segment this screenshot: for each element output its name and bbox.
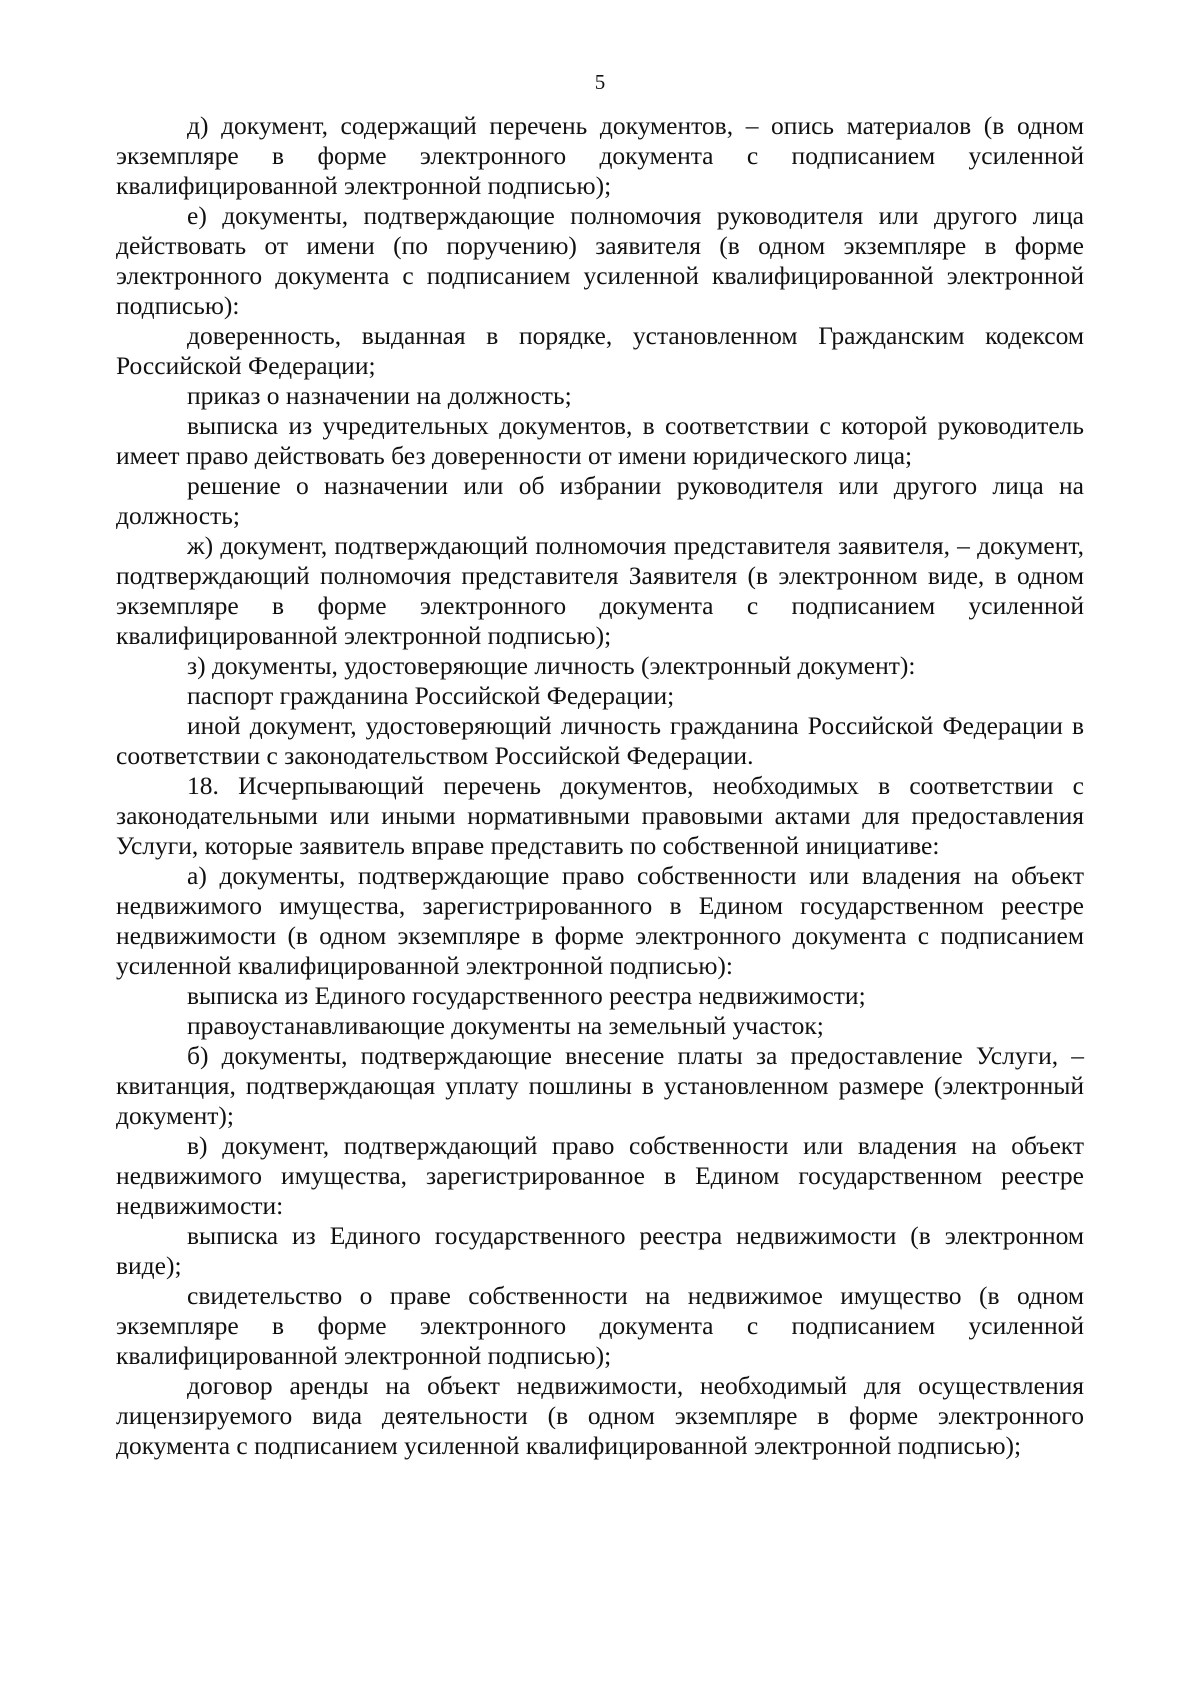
paragraph-egrn-extract-electronic: выписка из Единого государственного реестра недвижимости (в электронном виде); xyxy=(116,1221,1084,1280)
paragraph-appointment-decision: решение о назначении или об избрании руководителя или другого лица на должность; xyxy=(116,471,1084,530)
paragraph-e-authority-documents: е) документы, подтверждающие полномочия руководителя или другого лица действовать от имени (по поручению) заявителя (в одном экземпляре в форме электронного документа с подписанием усиленной квалифицированной электронной подписью): xyxy=(116,201,1084,320)
paragraph-charter-extract: выписка из учредительных документов, в соответствии с которой руководитель имеет право действовать без доверенности от имени юридического лица; xyxy=(116,411,1084,470)
paragraph-b-fee-receipt: б) документы, подтверждающие внесение платы за предоставление Услуги, – квитанция, подтверждающая уплату пошлины в установленном размере (электронный документ); xyxy=(116,1041,1084,1130)
paragraph-ownership-certificate: свидетельство о праве собственности на недвижимое имущество (в одном экземпляре в форме электронного документа с подписанием усиленной квалифицированной электронной подписью); xyxy=(116,1281,1084,1370)
paragraph-a-ownership-documents: а) документы, подтверждающие право собственности или владения на объект недвижимого имущества, зарегистрированного в Едином государственном реестре недвижимости (в одном экземпляре в форме электронного документа с подписанием усиленной квалифицированной электронной подписью): xyxy=(116,861,1084,980)
page-number: 5 xyxy=(594,70,606,94)
paragraph-power-of-attorney: доверенность, выданная в порядке, установленном Гражданским кодексом Российской Федерации; xyxy=(116,321,1084,380)
paragraph-z-identity-documents: з) документы, удостоверяющие личность (электронный документ): xyxy=(187,651,916,680)
paragraph-v-ownership-document: в) документ, подтверждающий право собственности или владения на объект недвижимого имущества, зарегистрированное в Едином государственном реестре недвижимости: xyxy=(116,1131,1084,1220)
paragraph-egrn-extract: выписка из Единого государственного реестра недвижимости; xyxy=(187,981,866,1010)
paragraph-d-inventory: д) документ, содержащий перечень документов, – опись материалов (в одном экземпляре в форме электронного документа с подписанием усиленной квалифицированной электронной подписью); xyxy=(116,111,1084,200)
document-body xyxy=(116,111,1084,1461)
paragraph-zh-representative: ж) документ, подтверждающий полномочия представителя заявителя, – документ, подтверждающий полномочия представителя Заявителя (в электронном виде, в одном экземпляре в форме электронного документа с подписанием усиленной квалифицированной электронной подписью); xyxy=(116,531,1084,650)
paragraph-passport: паспорт гражданина Российской Федерации; xyxy=(187,681,675,710)
paragraph-appointment-order: приказ о назначении на должность; xyxy=(187,381,572,410)
paragraph-other-identity-document: иной документ, удостоверяющий личность гражданина Российской Федерации в соответствии с законодательством Российской Федерации. xyxy=(116,711,1084,770)
paragraph-18-exhaustive-list: 18. Исчерпывающий перечень документов, необходимых в соответствии с законодательными или иными нормативными правовыми актами для предоставления Услуги, которые заявитель вправе представить по собственной инициативе: xyxy=(116,771,1084,860)
paragraph-land-title-documents: правоустанавливающие документы на земельный участок; xyxy=(187,1011,824,1040)
paragraph-lease-agreement: договор аренды на объект недвижимости, необходимый для осуществления лицензируемого вида деятельности (в одном экземпляре в форме электронного документа с подписанием усиленной квалифицированной электронной подписью); xyxy=(116,1371,1084,1460)
